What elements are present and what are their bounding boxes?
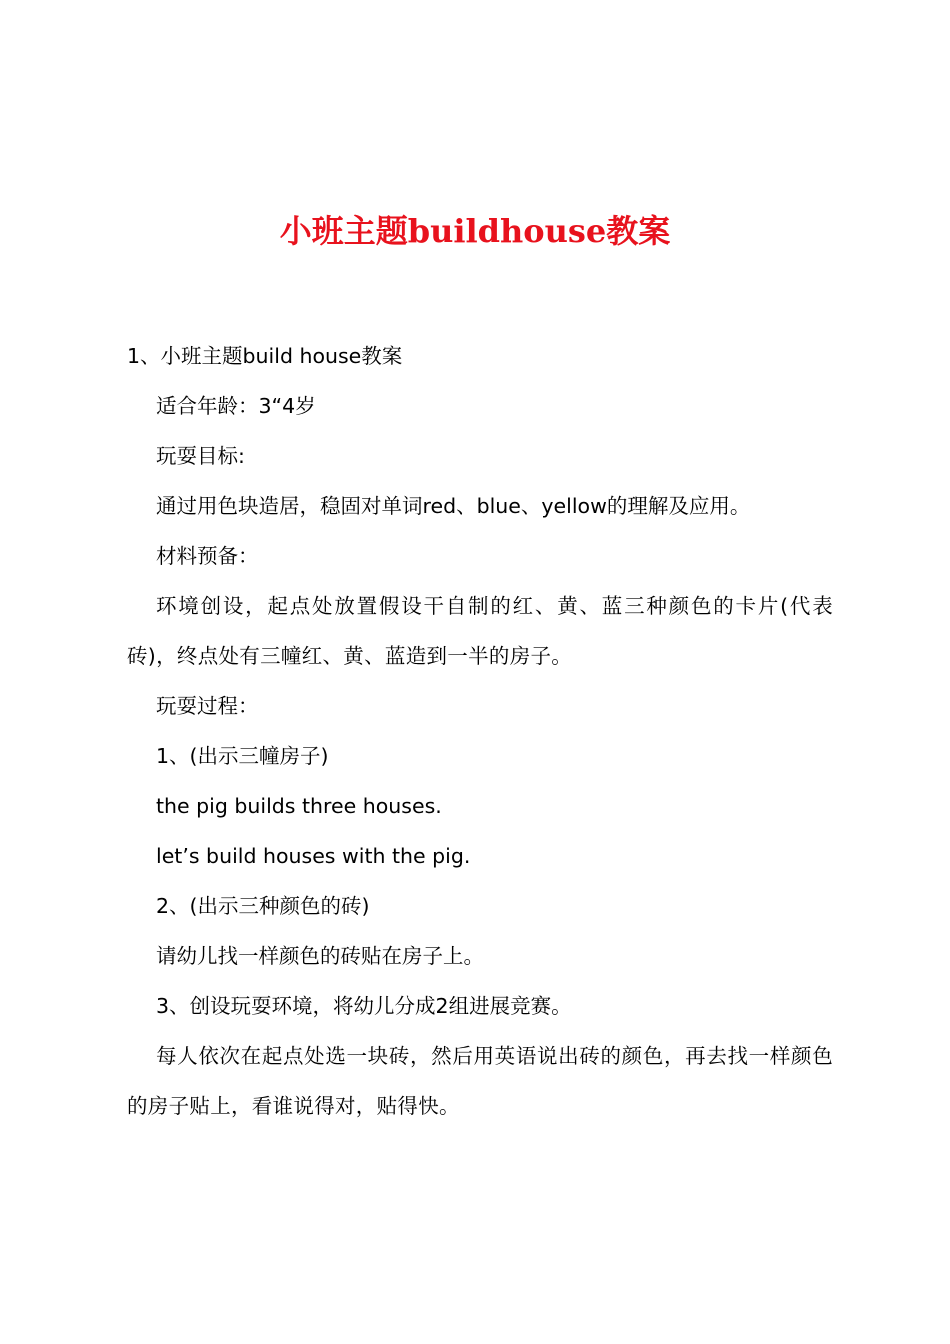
- goal-text: 通过用色块造居，稳固对单词red、blue、yellow的理解及应用。: [156, 494, 751, 518]
- age-line: 适合年龄：3“4岁: [156, 394, 316, 418]
- materials-text: 环境创设，起点处放置假设干自制的红、黄、蓝三种颜色的卡片(代表砖)，终点处有三幢红、黄、蓝造到一半的房子。: [127, 594, 833, 668]
- step-3-text: 每人依次在起点处选一块砖，然后用英语说出砖的颜色，再去找一样颜色的房子贴上，看谁说得对，贴得快。: [127, 1044, 833, 1118]
- step-3: 3、创设玩耍环境，将幼儿分成2组进展竞赛。: [156, 994, 572, 1018]
- step-1: 1、(出示三幢房子): [156, 744, 329, 768]
- step-2: 2、(出示三种颜色的砖): [156, 894, 370, 918]
- english-line-1: the pig builds three houses.: [156, 794, 442, 818]
- goal-heading: 玩耍目标:: [156, 444, 245, 468]
- section-heading: 1、小班主题build house教案: [127, 344, 403, 368]
- document-body: [127, 331, 833, 1131]
- english-line-2: let’s build houses with the pig.: [156, 844, 471, 868]
- materials-heading: 材料预备：: [156, 544, 259, 568]
- process-heading: 玩耍过程：: [156, 694, 259, 718]
- step-2-text: 请幼儿找一样颜色的砖贴在房子上。: [156, 944, 484, 968]
- document-title: 小班主题buildhouse教案: [279, 212, 671, 250]
